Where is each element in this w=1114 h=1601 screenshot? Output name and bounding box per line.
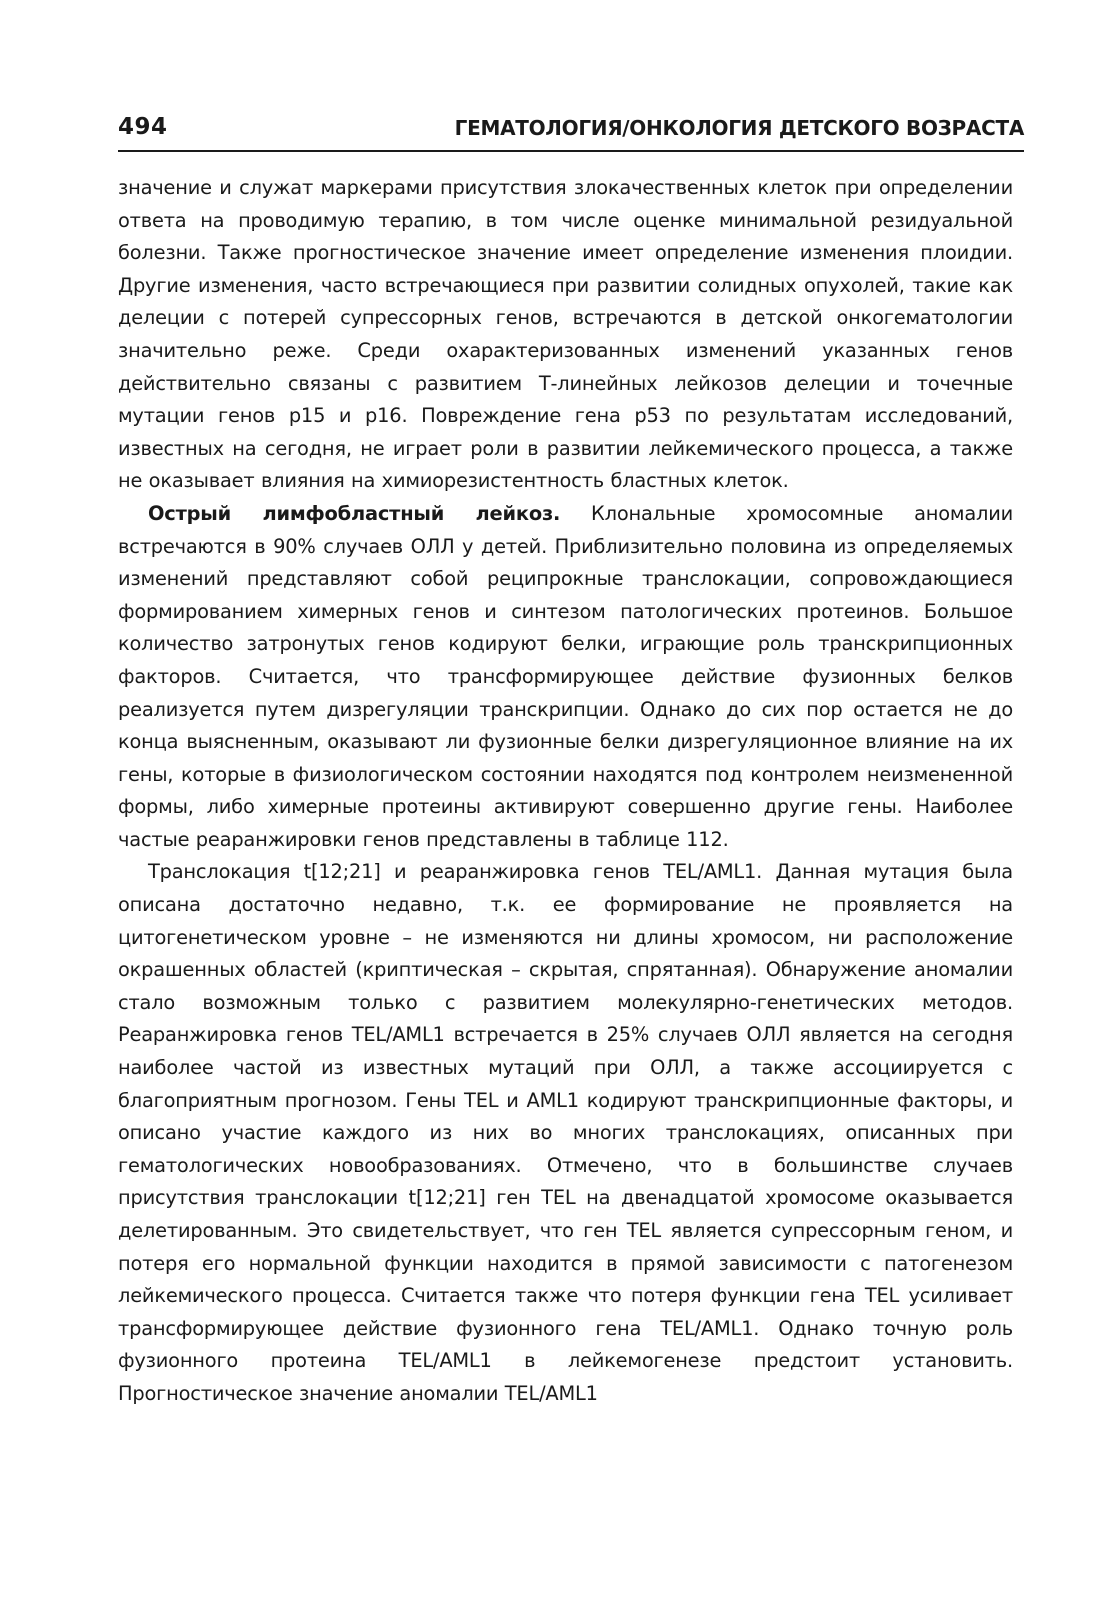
page-number: 494	[118, 114, 168, 140]
header-rule	[118, 150, 1024, 152]
page-header	[118, 112, 1024, 150]
paragraph-2-text: Клональные хромосомные аномалии встречаются в 90% случаев ОЛЛ у детей. Приблизительно половина из определяемых изменений представляют собой реципрокные транслокации, сопровождающиеся формированием химерных генов и синтезом патологических протеинов. Большое количество затронутых генов кодируют белки, играющие роль транскрипционных факторов. Считается, что трансформирующее действие фузионных белков реализуется путем дизрегуляции транскрипции. Однако до сих пор остается не до конца выясненным, оказывают ли фузионные белки дизрегуляционное влияние на их гены, которые в физиологическом состоянии находятся под контролем неизмененной формы, либо химерные протеины активируют совершенно другие гены. Наиболее частые реаранжировки генов представлены в таблице 112.	[118, 501, 1013, 851]
paragraph-1: значение и служат маркерами присутствия злокачественных клеток при определении ответа на проводимую терапию, в том числе оценке минимальной резидуальной болезни. Также прогностическое значение имеет определение изменения плоидии. Другие изменения, часто встречающиеся при развитии солидных опухолей, такие как делеции с потерей супрессорных генов, встречаются в детской онкогематологии значительно реже. Среди охарактеризованных изменений указанных генов действительно связаны с развитием Т-линейных лейкозов делеции и точечные мутации генов p15 и p16. Повреждение гена p53 по результатам исследований, известных на сегодня, не играет роли в развитии лейкемического процесса, а также не оказывает влияния на химиорезистентность бластных клеток.	[118, 176, 1013, 493]
body-text	[118, 172, 1013, 1472]
paragraph-3: Транслокация t[12;21] и реаранжировка генов TEL/AML1. Данная мутация была описана достаточно недавно, т.к. ее формирование не проявляется на цитогенетическом уровне – не изменяются ни длины хромосом, ни расположение окрашенных областей (криптическая – скрытая, спрятанная). Обнаружение аномалии стало возможным только с развитием молекулярно-генетических методов. Реаранжировка генов TEL/AML1 встречается в 25% случаев ОЛЛ является на сегодня наиболее частой из известных мутаций при ОЛЛ, а также ассоциируется с благоприятным прогнозом. Гены TEL и AML1 кодируют транскрипционные факторы, и описано участие каждого из них во многих транслокациях, описанных при гематологических новообразованиях. Отмечено, что в большинстве случаев присутствия транслокации t[12;21] ген TEL на двенадцатой хромосоме оказывается делетированным. Это свидетельствует, что ген TEL является супрессорным геном, и потеря его нормальной функции находится в прямой зависимости с патогенезом лейкемического процесса. Считается также что потеря функции гена TEL усиливает трансформирующее действие фузионного гена TEL/AML1. Однако точную роль фузионного протеина TEL/AML1 в лейкемогенезе предстоит установить. Прогностическое значение аномалии TEL/AML1	[118, 860, 1013, 1405]
running-title: ГЕМАТОЛОГИЯ/ОНКОЛОГИЯ ДЕТСКОГО ВОЗРАСТА	[454, 116, 1024, 140]
paragraph-2	[118, 498, 1013, 857]
section-heading: Острый лимфобластный лейкоз.	[148, 501, 561, 525]
